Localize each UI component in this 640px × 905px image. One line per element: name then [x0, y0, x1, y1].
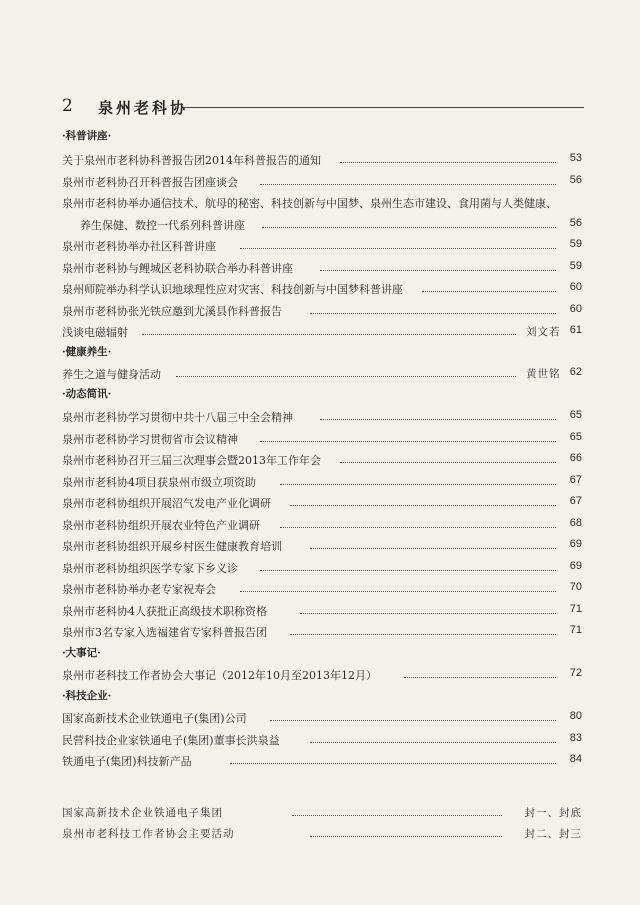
toc-entry[interactable]	[62, 281, 582, 299]
entry-title: 民营科技企业家铁通电子(集团)董事长洪泉益	[62, 734, 280, 747]
dot-leader	[290, 505, 556, 506]
toc-entry[interactable]	[62, 538, 582, 556]
toc-entry[interactable]	[62, 195, 582, 213]
cover-entry[interactable]	[62, 805, 582, 823]
entry-title: 泉州市老科协4人获批正高级技术职称资格	[62, 605, 267, 618]
dot-leader	[404, 677, 556, 678]
cover-entry[interactable]	[62, 826, 582, 844]
entry-page: 71	[569, 624, 582, 636]
toc-entry[interactable]	[62, 238, 582, 256]
dot-leader	[280, 527, 556, 528]
toc-entry[interactable]	[62, 581, 582, 599]
dot-leader	[290, 634, 556, 635]
toc-entry[interactable]	[62, 452, 582, 470]
dot-leader	[340, 462, 556, 463]
entry-page: 83	[569, 732, 582, 744]
dot-leader	[270, 720, 556, 721]
entry-page: 71	[569, 603, 582, 615]
entry-page: 53	[569, 152, 582, 164]
entry-page: 84	[569, 753, 582, 765]
entry-title: 关于泉州市老科协科普报告团2014年科普报告的通知	[62, 154, 321, 167]
entry-page: 56	[569, 174, 582, 186]
entry-page: 67	[569, 495, 582, 507]
dot-leader	[240, 591, 556, 592]
toc-entry[interactable]	[62, 260, 582, 278]
entry-title: 泉州市老科协召开三届三次理事会暨2013年工作年会	[62, 454, 321, 467]
entry-title: 泉州师院举办科学认识地球理性应对灾害、科技创新与中国梦科普讲座	[62, 283, 403, 296]
journal-title: 泉州老科协	[98, 99, 189, 117]
entry-title: 国家高新技术企业铁通电子(集团)公司	[62, 712, 247, 725]
toc-entry[interactable]	[62, 732, 582, 750]
dot-leader	[320, 419, 556, 420]
dot-leader	[300, 613, 556, 614]
entry-page: 61	[569, 324, 582, 336]
toc-entry-continuation[interactable]	[62, 217, 582, 235]
entry-page: 59	[569, 238, 582, 250]
toc-entry[interactable]	[62, 560, 582, 578]
toc-entry[interactable]	[62, 474, 582, 492]
entry-page: 70	[569, 581, 582, 593]
section-title: ·健康养生·	[62, 346, 112, 358]
entry-title: 泉州市3名专家入选福建省专家科普报告团	[62, 626, 267, 639]
dot-leader	[320, 270, 556, 271]
toc-entry[interactable]	[62, 409, 582, 427]
dot-leader	[422, 291, 556, 292]
header-rule	[184, 107, 584, 108]
dot-leader	[230, 763, 556, 764]
dot-leader	[310, 313, 556, 314]
toc-entry[interactable]	[62, 303, 582, 321]
dot-leader	[340, 162, 556, 163]
entry-title: 浅谈电磁辐射	[62, 326, 128, 339]
entry-title: 泉州市老科协召开科普报告团座谈会	[62, 176, 238, 189]
entry-page: 66	[569, 452, 582, 464]
toc-entry[interactable]	[62, 667, 582, 685]
entry-page: 69	[569, 560, 582, 572]
dot-leader	[310, 742, 556, 743]
cover-page: 封一、封底	[524, 807, 582, 819]
entry-page: 56	[569, 217, 582, 229]
entry-title: 泉州市老科协组织开展农业特色产业调研	[62, 519, 260, 532]
entry-title: 泉州市老科协举办通信技术、航母的秘密、科技创新与中国梦、泉州生态市建设、食用菌与人类健康、	[62, 197, 557, 210]
toc-entry[interactable]	[62, 495, 582, 513]
entry-title: 泉州市老科协举办社区科普讲座	[62, 240, 216, 253]
dot-leader	[176, 376, 516, 377]
entry-title-continuation: 养生保健、数控一代系列科普讲座	[80, 219, 245, 232]
toc-entry[interactable]	[62, 603, 582, 621]
dot-leader	[292, 815, 502, 816]
entry-title: 泉州市老科协张光铁应邀到尤溪县作科普报告	[62, 305, 282, 318]
entry-page: 65	[569, 409, 582, 421]
section-title: ·大事记·	[62, 647, 101, 659]
toc-entry[interactable]	[62, 174, 582, 192]
entry-author: 刘文若	[526, 326, 561, 338]
section-title: ·科技企业·	[62, 690, 112, 702]
cover-title: 泉州市老科技工作者协会主要活动	[62, 828, 235, 840]
toc-entry[interactable]	[62, 431, 582, 449]
page-number: 2	[62, 96, 73, 116]
entry-title: 泉州市老科技工作者协会大事记（2012年10月至2013年12月）	[62, 669, 377, 682]
toc-entry[interactable]	[62, 324, 582, 342]
entry-title: 泉州市老科协与鲤城区老科协联合举办科普讲座	[62, 262, 293, 275]
entry-title: 泉州市老科协学习贯彻中共十八届三中全会精神	[62, 411, 293, 424]
entry-page: 67	[569, 474, 582, 486]
entry-page: 60	[569, 303, 582, 315]
dot-leader	[262, 227, 556, 228]
entry-title: 泉州市老科协组织开展乡村医生健康教育培训	[62, 540, 282, 553]
toc-entry[interactable]	[62, 366, 582, 384]
dot-leader	[280, 484, 556, 485]
dot-leader	[260, 441, 556, 442]
entry-title: 泉州市老科协组织医学专家下乡义诊	[62, 562, 238, 575]
toc-entry[interactable]	[62, 710, 582, 728]
entry-title: 铁通电子(集团)科技新产品	[62, 755, 192, 768]
dot-leader	[260, 184, 556, 185]
entry-title: 泉州市老科协学习贯彻省市会议精神	[62, 433, 238, 446]
entry-page: 59	[569, 260, 582, 272]
cover-title: 国家高新技术企业铁通电子集团	[62, 807, 223, 819]
entry-page: 65	[569, 431, 582, 443]
entry-author: 黄世铭	[526, 368, 561, 380]
toc-entry[interactable]	[62, 753, 582, 771]
entry-page: 69	[569, 538, 582, 550]
entry-page: 62	[569, 366, 582, 378]
entry-page: 72	[569, 667, 582, 679]
dot-leader	[142, 334, 516, 335]
section-title: ·动态简讯·	[62, 388, 112, 400]
dot-leader	[240, 248, 556, 249]
entry-title: 泉州市老科协4项目获泉州市级立项资助	[62, 476, 256, 489]
section-title: ·科普讲座·	[62, 130, 112, 142]
entry-page: 60	[569, 281, 582, 293]
toc-entry[interactable]	[62, 152, 582, 170]
page-header	[62, 96, 582, 118]
dot-leader	[260, 570, 556, 571]
entry-page: 80	[569, 710, 582, 722]
toc-entry[interactable]	[62, 624, 582, 642]
entry-title: 泉州市老科协组织开展沼气发电产业化调研	[62, 497, 271, 510]
entry-page: 68	[569, 517, 582, 529]
dot-leader	[310, 548, 556, 549]
entry-title: 养生之道与健身活动	[62, 368, 161, 381]
dot-leader	[310, 836, 502, 837]
cover-page: 封二、封三	[524, 828, 582, 840]
entry-title: 泉州市老科协举办老专家祝寿会	[62, 583, 216, 596]
toc-entry[interactable]	[62, 517, 582, 535]
